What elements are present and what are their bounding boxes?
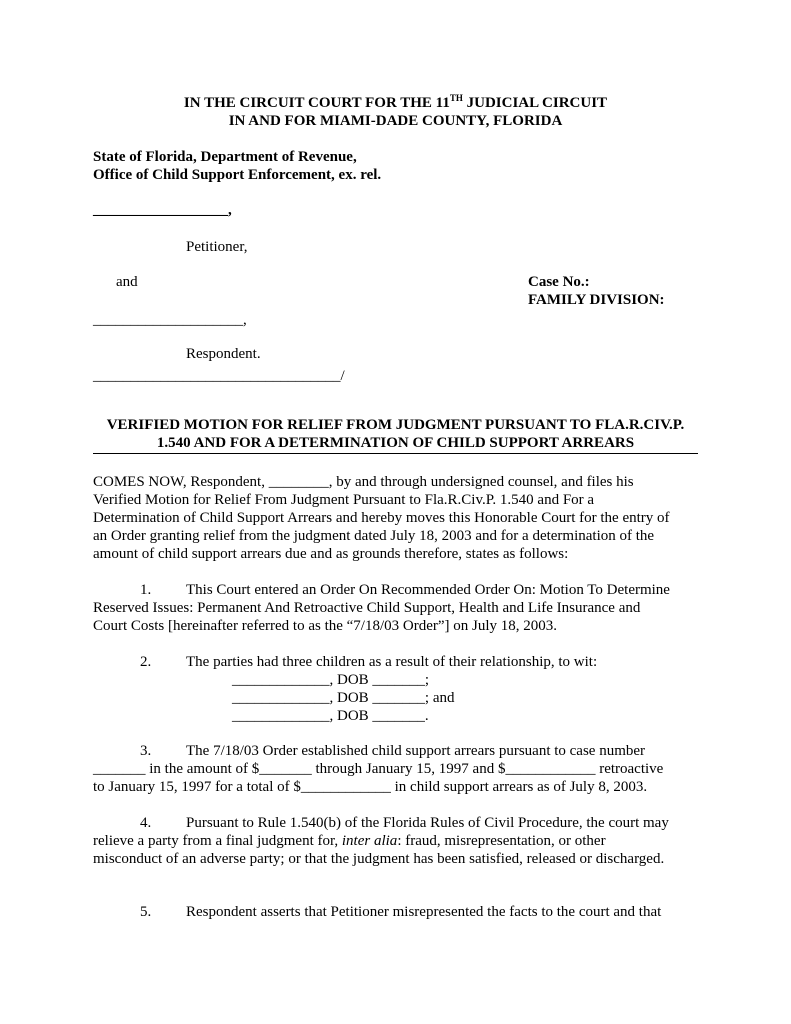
- intro-line: COMES NOW, Respondent, ________, by and through undersigned counsel, and files his: [93, 474, 634, 490]
- paragraph-number: 3.: [140, 743, 152, 759]
- paragraph-number: 4.: [140, 815, 152, 831]
- motion-title-line1: VERIFIED MOTION FOR RELIEF FROM JUDGMENT PURSUANT TO FLA.R.CIV.P.: [106, 417, 685, 433]
- versus-label: and: [116, 274, 138, 290]
- intro-line: amount of child support arrears due and as grounds therefore, states as follows:: [93, 546, 569, 562]
- paragraph-1-line: Court Costs [hereinafter referred to as the “7/18/03 Order”] on July 18, 2003.: [93, 618, 558, 634]
- court-heading-line1: [93, 94, 698, 112]
- paragraph-number: 2.: [140, 654, 152, 670]
- paragraph-4-line3: misconduct of an adverse party; or that the judgment has been satisfied, released or discharged.: [93, 851, 665, 867]
- child-entry: _____________, DOB _______; and: [232, 690, 455, 706]
- respondent-label: Respondent.: [186, 346, 261, 362]
- paragraph-4-line2-post: : fraud, misrepresentation, or other: [397, 833, 606, 849]
- division-label: FAMILY DIVISION:: [528, 292, 665, 308]
- plaintiff-line2: Office of Child Support Enforcement, ex. rel.: [93, 167, 382, 183]
- court-heading-pre: IN THE CIRCUIT COURT FOR THE 11: [183, 95, 450, 111]
- paragraph-3-line: _______ in the amount of $_______ through January 15, 1997 and $____________ retroactive: [93, 761, 664, 777]
- paragraph-2-text: The parties had three children as a result of their relationship, to wit:: [186, 654, 598, 670]
- court-heading-post: JUDICIAL CIRCUIT: [462, 95, 608, 111]
- intro-line: Determination of Child Support Arrears and hereby moves this Honorable Court for the entry of: [93, 510, 670, 526]
- motion-title-line2: 1.540 AND FOR A DETERMINATION OF CHILD SUPPORT ARREARS: [156, 435, 635, 451]
- ordinal-suffix: TH: [449, 93, 463, 103]
- petitioner-label: Petitioner,: [186, 239, 248, 255]
- paragraph-4-line2: [93, 832, 606, 850]
- intro-line: an Order granting relief from the judgment dated July 18, 2003 and for a determination of the: [93, 528, 655, 544]
- petitioner-name-blank: __________________,: [93, 202, 232, 218]
- plaintiff-line1: State of Florida, Department of Revenue,: [93, 149, 357, 165]
- caption-separator: _________________________________/: [93, 368, 345, 384]
- intro-line: Verified Motion for Relief From Judgment Pursuant to Fla.R.Civ.P. 1.540 and For a: [93, 492, 595, 508]
- case-number-label: Case No.:: [528, 274, 590, 290]
- latin-phrase: inter alia: [341, 833, 398, 849]
- paragraph-3-line: The 7/18/03 Order established child support arrears pursuant to case number: [186, 743, 646, 759]
- title-underline: [93, 453, 698, 454]
- paragraph-number: 1.: [140, 582, 152, 598]
- paragraph-1-line: Reserved Issues: Permanent And Retroactive Child Support, Health and Life Insurance and: [93, 600, 641, 616]
- court-heading-line2: IN AND FOR MIAMI-DADE COUNTY, FLORIDA: [228, 113, 563, 129]
- child-entry: _____________, DOB _______.: [232, 708, 429, 724]
- paragraph-1-line: This Court entered an Order On Recommended Order On: Motion To Determine: [186, 582, 670, 598]
- paragraph-number: 5.: [140, 904, 152, 920]
- respondent-name-blank: ____________________,: [93, 312, 247, 328]
- paragraph-4-line2-pre: relieve a party from a final judgment for,: [93, 833, 342, 849]
- paragraph-4-line1: Pursuant to Rule 1.540(b) of the Florida Rules of Civil Procedure, the court may: [186, 815, 669, 831]
- paragraph-3-line: to January 15, 1997 for a total of $____________ in child support arrears as of July 8, 2003.: [93, 779, 648, 795]
- child-entry: _____________, DOB _______;: [232, 672, 430, 688]
- paragraph-5-line1: Respondent asserts that Petitioner misrepresented the facts to the court and that: [186, 904, 662, 920]
